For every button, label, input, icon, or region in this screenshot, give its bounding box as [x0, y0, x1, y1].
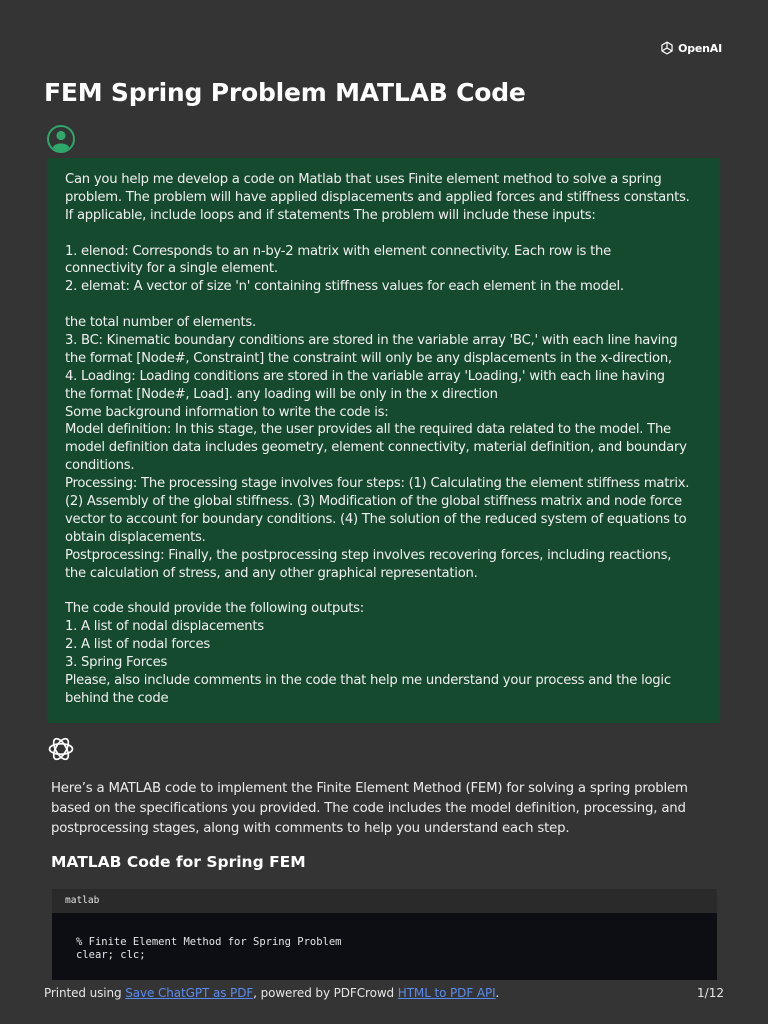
reply-line: based on the specifications you provided. The code includes the model definition, processing, and	[51, 800, 686, 816]
user-message-line: 1. elenod: Corresponds to an n-by-2 matrix with element connectivity. Each row is the	[65, 243, 611, 259]
assistant-avatar	[47, 735, 75, 763]
user-message-line: connectivity for a single element.	[65, 261, 278, 277]
reply-line: postprocessing stages, along with comments to help you understand each step.	[51, 820, 570, 836]
chatgpt-logo-icon	[47, 735, 75, 763]
user-message	[47, 158, 720, 723]
save-chatgpt-pdf-link[interactable]: Save ChatGPT as PDF	[125, 986, 254, 1000]
user-message-line: If applicable, include loops and if statements The problem will include these inputs:	[65, 207, 596, 223]
user-message-line: the calculation of stress, and any other graphical representation.	[65, 565, 478, 581]
user-message-line: Can you help me develop a code on Matlab that uses Finite element method to solve a spring	[65, 172, 662, 187]
user-message-line	[65, 582, 702, 600]
html-to-pdf-api-link[interactable]: HTML to PDF API	[397, 986, 496, 1000]
user-message-line: the format [Node#, Constraint] the constraint will only be any displacements in the x-direction,	[65, 350, 672, 366]
code-body	[52, 913, 717, 961]
code-line: clear; clc;	[76, 948, 146, 961]
user-message-line: 4. Loading: Loading conditions are stored in the variable array 'Loading,' with each line having	[65, 368, 665, 384]
user-message-line: Postprocessing: Finally, the postprocessing step involves recovering forces, including reactions,	[65, 547, 672, 563]
user-message-line: 1. A list of nodal displacements	[65, 619, 264, 635]
user-message-line: behind the code	[65, 690, 169, 706]
page-number: 1/12	[697, 986, 724, 1000]
reply-line: Here’s a MATLAB code to implement the Finite Element Method (FEM) for solving a spring problem	[51, 781, 688, 796]
page-title: FEM Spring Problem MATLAB Code	[44, 78, 526, 107]
user-avatar-icon	[46, 124, 76, 154]
user-message-line: problem. The problem will have applied displacements and applied forces and stiffness constants.	[65, 189, 690, 205]
print-footer	[44, 986, 499, 1000]
code-section-heading: MATLAB Code for Spring FEM	[51, 853, 306, 871]
user-message-line: Please, also include comments in the code that help me understand your process and the logic	[65, 672, 671, 688]
code-line: % Finite Element Method for Spring Problem	[76, 936, 342, 948]
code-block	[52, 889, 717, 980]
user-message-line: the format [Node#, Load]. any loading will be only in the x direction	[65, 386, 498, 402]
user-message-line: 2. A list of nodal forces	[65, 637, 211, 653]
user-message-line: Processing: The processing stage involves four steps: (1) Calculating the element stiffness matrix.	[65, 476, 690, 492]
user-message-line: 3. BC: Kinematic boundary conditions are stored in the variable array 'BC,' with each line having	[65, 333, 678, 349]
user-message-line: Some background information to write the code is:	[65, 404, 389, 420]
brand-name: OpenAI	[678, 41, 722, 55]
user-message-line: conditions.	[65, 458, 135, 474]
code-language-label: matlab	[52, 889, 717, 913]
user-message-line	[65, 225, 702, 243]
user-message-line: 3. Spring Forces	[65, 655, 168, 671]
user-message-line	[65, 296, 702, 314]
user-message-line: Model definition: In this stage, the user provides all the required data related to the model. The	[65, 422, 671, 438]
user-message-line: (2) Assembly of the global stiffness. (3) Modification of the global stiffness matrix and node force	[65, 494, 682, 510]
user-message-line: model definition data includes geometry, element connectivity, material definition, and boundary	[65, 440, 687, 456]
user-message-line: obtain displacements.	[65, 529, 206, 545]
user-message-line: 2. elemat: A vector of size 'n' containing stiffness values for each element in the model.	[65, 279, 624, 295]
openai-logo-icon	[659, 40, 675, 56]
brand-logo	[659, 40, 722, 56]
user-message-line: vector to account for boundary conditions. (4) The solution of the reduced system of equations to	[65, 511, 687, 527]
user-message-line: the total number of elements.	[65, 315, 256, 331]
footer-prefix: Printed using	[44, 986, 126, 1000]
footer-middle: , powered by PDFCrowd	[253, 986, 398, 1000]
assistant-reply	[51, 779, 721, 838]
user-message-line: The code should provide the following outputs:	[65, 601, 364, 617]
user-avatar	[46, 124, 76, 154]
footer-suffix: .	[495, 986, 500, 1000]
